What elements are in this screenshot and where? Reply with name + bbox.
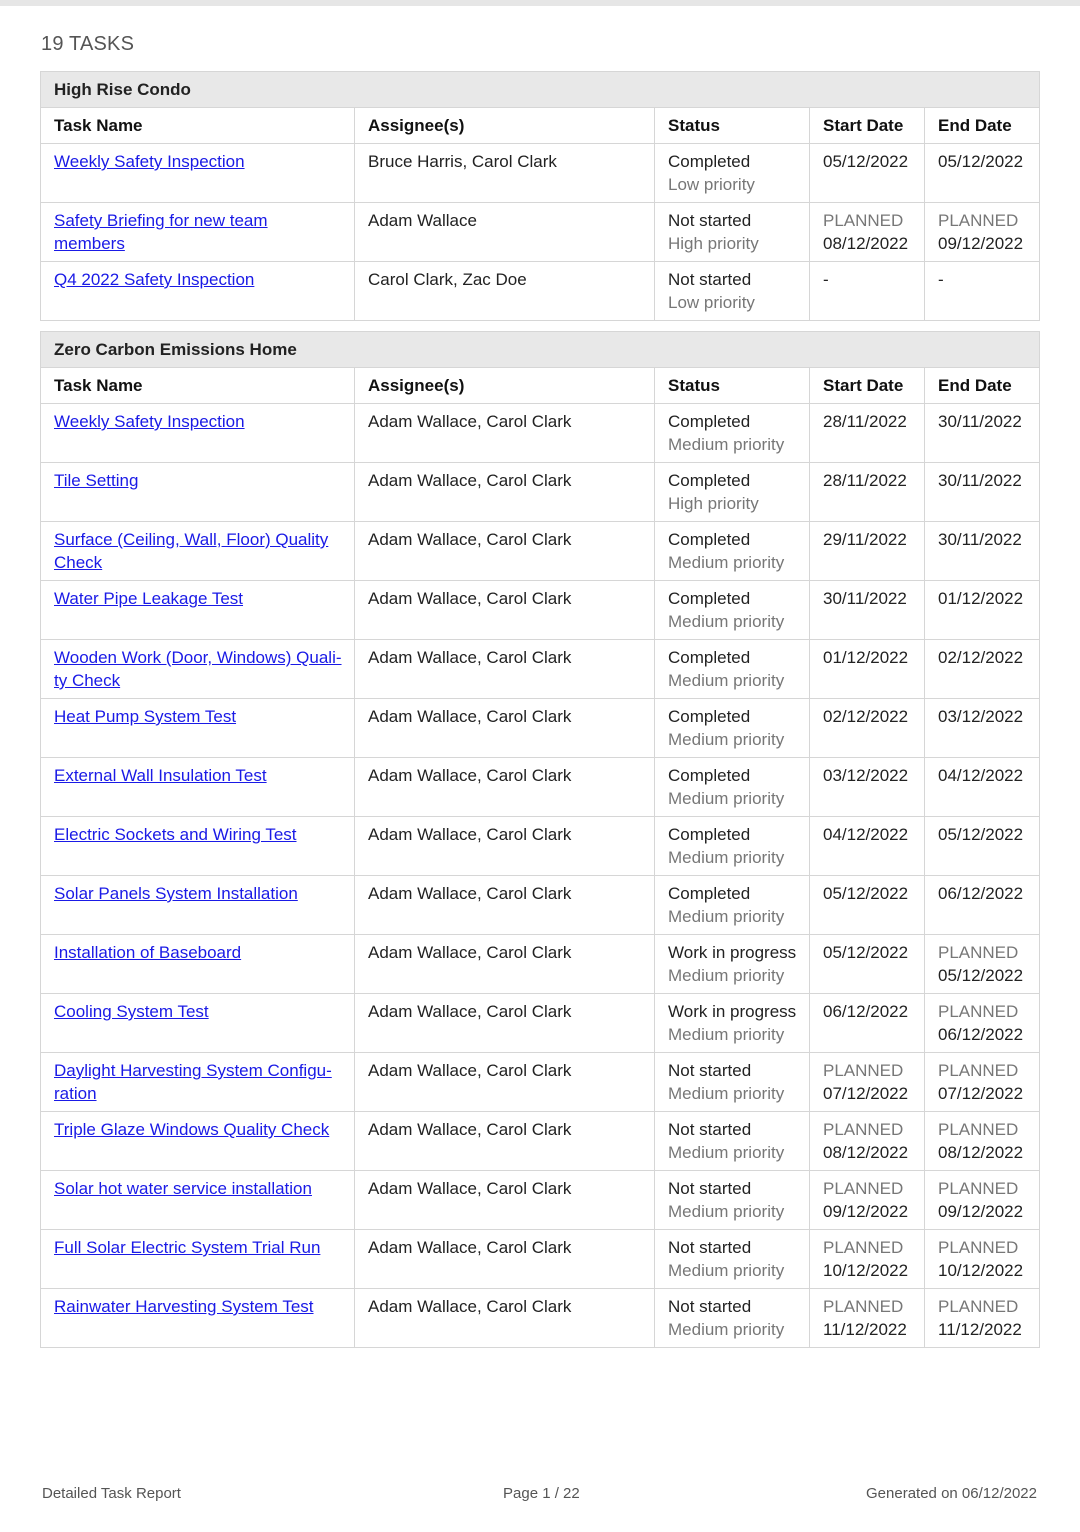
priority-text: High priority bbox=[668, 234, 759, 253]
task-name-cell bbox=[41, 876, 355, 935]
start-date-cell bbox=[810, 817, 925, 876]
column-header-status: Status bbox=[655, 108, 810, 144]
start-date-cell bbox=[810, 522, 925, 581]
start-date-cell bbox=[810, 1289, 925, 1348]
table-row bbox=[41, 935, 1040, 994]
assignees-cell: Bruce Harris, Carol Clark bbox=[355, 144, 655, 203]
start-date-value: 07/12/2022 bbox=[823, 1084, 909, 1103]
column-header-task-name: Task Name bbox=[41, 368, 355, 404]
assignees-cell: Adam Wallace, Carol Clark bbox=[355, 994, 655, 1053]
column-header-status: Status bbox=[655, 368, 810, 404]
priority-text: Medium priority bbox=[668, 553, 785, 572]
status-text: Not started bbox=[668, 1061, 752, 1080]
start-date-cell bbox=[810, 581, 925, 640]
column-header-assignees: Assignee(s) bbox=[355, 108, 655, 144]
start-date-value: 08/12/2022 bbox=[823, 1143, 909, 1162]
status-cell bbox=[655, 1289, 810, 1348]
start-date-cell bbox=[810, 203, 925, 262]
assignees-cell: Adam Wallace, Carol Clark bbox=[355, 1171, 655, 1230]
end-date-cell bbox=[925, 1112, 1040, 1171]
status-cell bbox=[655, 463, 810, 522]
status-cell bbox=[655, 994, 810, 1053]
assignees-cell: Adam Wallace, Carol Clark bbox=[355, 1230, 655, 1289]
status-text: Not started bbox=[668, 1238, 752, 1257]
priority-text: Medium priority bbox=[668, 1202, 785, 1221]
task-name-cell bbox=[41, 817, 355, 876]
task-name-cell bbox=[41, 1171, 355, 1230]
end-date-cell bbox=[925, 699, 1040, 758]
start-date-value: 28/11/2022 bbox=[823, 471, 907, 490]
priority-text: Medium priority bbox=[668, 435, 785, 454]
status-cell bbox=[655, 817, 810, 876]
task-link[interactable]: Rainwater Harvesting System Test bbox=[54, 1297, 314, 1316]
start-date-value: 05/12/2022 bbox=[823, 943, 909, 962]
start-date-planned-label: PLANNED bbox=[823, 1179, 904, 1198]
table-row bbox=[41, 522, 1040, 581]
end-date-value: 01/12/2022 bbox=[938, 589, 1024, 608]
end-date-value: 30/11/2022 bbox=[938, 471, 1022, 490]
status-text: Not started bbox=[668, 1297, 752, 1316]
end-date-cell bbox=[925, 203, 1040, 262]
priority-text: Low priority bbox=[668, 293, 755, 312]
end-date-value: 05/12/2022 bbox=[938, 825, 1024, 844]
project-table-zero-carbon-emissions-home bbox=[40, 331, 1040, 1348]
assignees-cell: Adam Wallace, Carol Clark bbox=[355, 935, 655, 994]
status-cell bbox=[655, 404, 810, 463]
start-date-planned-label: PLANNED bbox=[823, 1061, 904, 1080]
task-link[interactable]: Weekly Safety Inspection bbox=[54, 152, 245, 171]
assignees-cell: Adam Wallace, Carol Clark bbox=[355, 758, 655, 817]
table-row bbox=[41, 817, 1040, 876]
status-text: Not started bbox=[668, 270, 752, 289]
assignees-cell: Adam Wallace, Carol Clark bbox=[355, 640, 655, 699]
task-link[interactable]: External Wall Insulation Test bbox=[54, 766, 267, 785]
assignees-cell: Adam Wallace, Carol Clark bbox=[355, 404, 655, 463]
task-name-cell bbox=[41, 994, 355, 1053]
table-row bbox=[41, 203, 1040, 262]
column-header-start-date: Start Date bbox=[810, 108, 925, 144]
task-link[interactable]: Solar Panels System Installation bbox=[54, 884, 298, 903]
start-date-value: 30/11/2022 bbox=[823, 589, 907, 608]
status-cell bbox=[655, 1230, 810, 1289]
start-date-planned-label: PLANNED bbox=[823, 1297, 904, 1316]
start-date-value: 03/12/2022 bbox=[823, 766, 909, 785]
status-text: Completed bbox=[668, 589, 751, 608]
status-text: Completed bbox=[668, 825, 751, 844]
start-date-value: 05/12/2022 bbox=[823, 884, 909, 903]
task-link[interactable]: Safety Briefing for new team members bbox=[54, 211, 268, 253]
table-row bbox=[41, 463, 1040, 522]
end-date-cell bbox=[925, 1289, 1040, 1348]
assignees-cell: Adam Wallace, Carol Clark bbox=[355, 876, 655, 935]
priority-text: Medium priority bbox=[668, 1084, 785, 1103]
task-name-cell bbox=[41, 463, 355, 522]
table-row bbox=[41, 1171, 1040, 1230]
start-date-cell bbox=[810, 1053, 925, 1112]
task-link[interactable]: Electric Sockets and Wiring Test bbox=[54, 825, 297, 844]
end-date-planned-label: PLANNED bbox=[938, 1179, 1019, 1198]
task-name-cell bbox=[41, 640, 355, 699]
end-date-planned-label: PLANNED bbox=[938, 211, 1019, 230]
start-date-cell bbox=[810, 876, 925, 935]
status-text: Completed bbox=[668, 648, 751, 667]
assignees-cell: Adam Wallace, Carol Clark bbox=[355, 1053, 655, 1112]
assignees-cell: Adam Wallace, Carol Clark bbox=[355, 699, 655, 758]
end-date-planned-label: PLANNED bbox=[938, 1297, 1019, 1316]
task-link[interactable]: Installation of Baseboard bbox=[54, 943, 242, 962]
column-header-row bbox=[41, 368, 1040, 404]
status-cell bbox=[655, 758, 810, 817]
end-date-value: 02/12/2022 bbox=[938, 648, 1024, 667]
start-date-value: - bbox=[823, 270, 829, 289]
end-date-planned-label: PLANNED bbox=[938, 1238, 1019, 1257]
task-name-cell bbox=[41, 144, 355, 203]
start-date-cell bbox=[810, 144, 925, 203]
status-text: Completed bbox=[668, 766, 751, 785]
priority-text: Medium priority bbox=[668, 1143, 785, 1162]
end-date-value: 03/12/2022 bbox=[938, 707, 1024, 726]
task-link[interactable]: Tile Setting bbox=[54, 471, 139, 490]
end-date-value: 05/12/2022 bbox=[938, 152, 1024, 171]
table-row bbox=[41, 876, 1040, 935]
task-link[interactable]: Daylight Harvesting System Configu-ration bbox=[54, 1061, 332, 1103]
end-date-cell bbox=[925, 404, 1040, 463]
priority-text: Low priority bbox=[668, 175, 755, 194]
task-link[interactable]: Triple Glaze Windows Quality Check bbox=[54, 1120, 330, 1139]
footer-generated-date: Generated on 06/12/2022 bbox=[866, 1485, 1037, 1502]
start-date-cell bbox=[810, 640, 925, 699]
end-date-value: 09/12/2022 bbox=[938, 234, 1024, 253]
status-text: Not started bbox=[668, 1179, 752, 1198]
end-date-value: 11/12/2022 bbox=[938, 1320, 1022, 1339]
task-link[interactable]: Full Solar Electric System Trial Run bbox=[54, 1238, 321, 1257]
priority-text: Medium priority bbox=[668, 1261, 785, 1280]
table-row bbox=[41, 262, 1040, 321]
end-date-cell bbox=[925, 463, 1040, 522]
table-row bbox=[41, 1112, 1040, 1171]
task-name-cell bbox=[41, 699, 355, 758]
status-cell bbox=[655, 262, 810, 321]
column-header-task-name: Task Name bbox=[41, 108, 355, 144]
assignees-cell: Adam Wallace, Carol Clark bbox=[355, 1112, 655, 1171]
start-date-cell bbox=[810, 262, 925, 321]
start-date-cell bbox=[810, 1171, 925, 1230]
end-date-cell bbox=[925, 640, 1040, 699]
assignees-cell: Carol Clark, Zac Doe bbox=[355, 262, 655, 321]
task-link[interactable]: Surface (Ceiling, Wall, Floor) Quality Check bbox=[54, 530, 329, 572]
status-text: Completed bbox=[668, 884, 751, 903]
table-row bbox=[41, 994, 1040, 1053]
start-date-value: 10/12/2022 bbox=[823, 1261, 909, 1280]
project-table-high-rise-condo bbox=[40, 71, 1040, 321]
priority-text: Medium priority bbox=[668, 848, 785, 867]
task-count: 19 TASKS bbox=[41, 33, 135, 55]
priority-text: Medium priority bbox=[668, 671, 785, 690]
footer-report-title: Detailed Task Report bbox=[42, 1485, 181, 1502]
status-cell bbox=[655, 640, 810, 699]
end-date-cell bbox=[925, 581, 1040, 640]
assignees-cell: Adam Wallace, Carol Clark bbox=[355, 817, 655, 876]
task-name-cell bbox=[41, 1289, 355, 1348]
end-date-cell bbox=[925, 1053, 1040, 1112]
project-name: Zero Carbon Emissions Home bbox=[41, 332, 1040, 368]
end-date-cell bbox=[925, 262, 1040, 321]
priority-text: Medium priority bbox=[668, 1320, 785, 1339]
end-date-cell bbox=[925, 1171, 1040, 1230]
task-name-cell bbox=[41, 1112, 355, 1171]
end-date-cell bbox=[925, 817, 1040, 876]
table-row bbox=[41, 699, 1040, 758]
start-date-value: 11/12/2022 bbox=[823, 1320, 907, 1339]
end-date-value: 06/12/2022 bbox=[938, 884, 1024, 903]
status-cell bbox=[655, 1171, 810, 1230]
column-header-start-date: Start Date bbox=[810, 368, 925, 404]
task-name-cell bbox=[41, 1230, 355, 1289]
priority-text: Medium priority bbox=[668, 612, 785, 631]
end-date-cell bbox=[925, 522, 1040, 581]
column-header-row bbox=[41, 108, 1040, 144]
table-row bbox=[41, 144, 1040, 203]
assignees-cell: Adam Wallace bbox=[355, 203, 655, 262]
status-text: Completed bbox=[668, 707, 751, 726]
start-date-value: 09/12/2022 bbox=[823, 1202, 909, 1221]
end-date-cell bbox=[925, 876, 1040, 935]
task-name-cell bbox=[41, 581, 355, 640]
assignees-cell: Adam Wallace, Carol Clark bbox=[355, 581, 655, 640]
end-date-value: 05/12/2022 bbox=[938, 966, 1024, 985]
table-row bbox=[41, 1289, 1040, 1348]
start-date-value: 02/12/2022 bbox=[823, 707, 909, 726]
status-text: Not started bbox=[668, 211, 752, 230]
table-row bbox=[41, 581, 1040, 640]
end-date-planned-label: PLANNED bbox=[938, 1120, 1019, 1139]
start-date-cell bbox=[810, 463, 925, 522]
project-name: High Rise Condo bbox=[41, 72, 1040, 108]
status-text: Completed bbox=[668, 412, 751, 431]
assignees-cell: Adam Wallace, Carol Clark bbox=[355, 1289, 655, 1348]
priority-text: High priority bbox=[668, 494, 759, 513]
task-link[interactable]: Wooden Work (Door, Windows) Quali-ty Check bbox=[54, 648, 342, 690]
priority-text: Medium priority bbox=[668, 730, 785, 749]
task-name-cell bbox=[41, 758, 355, 817]
end-date-value: 30/11/2022 bbox=[938, 530, 1022, 549]
status-text: Not started bbox=[668, 1120, 752, 1139]
end-date-cell bbox=[925, 144, 1040, 203]
project-header-row bbox=[41, 332, 1040, 368]
start-date-value: 01/12/2022 bbox=[823, 648, 909, 667]
end-date-planned-label: PLANNED bbox=[938, 1002, 1019, 1021]
status-cell bbox=[655, 522, 810, 581]
end-date-value: 07/12/2022 bbox=[938, 1084, 1024, 1103]
column-header-end-date: End Date bbox=[925, 368, 1040, 404]
status-text: Completed bbox=[668, 152, 751, 171]
priority-text: Medium priority bbox=[668, 789, 785, 808]
status-cell bbox=[655, 935, 810, 994]
priority-text: Medium priority bbox=[668, 1025, 785, 1044]
assignees-cell: Adam Wallace, Carol Clark bbox=[355, 522, 655, 581]
end-date-cell bbox=[925, 758, 1040, 817]
priority-text: Medium priority bbox=[668, 966, 785, 985]
table-row bbox=[41, 758, 1040, 817]
start-date-value: 28/11/2022 bbox=[823, 412, 907, 431]
status-text: Completed bbox=[668, 471, 751, 490]
task-link[interactable]: Heat Pump System Test bbox=[54, 707, 237, 726]
task-name-cell bbox=[41, 522, 355, 581]
status-text: Work in progress bbox=[668, 1002, 797, 1021]
task-name-cell bbox=[41, 404, 355, 463]
status-cell bbox=[655, 144, 810, 203]
task-name-cell bbox=[41, 935, 355, 994]
status-cell bbox=[655, 203, 810, 262]
status-cell bbox=[655, 699, 810, 758]
status-cell bbox=[655, 581, 810, 640]
table-row bbox=[41, 404, 1040, 463]
status-cell bbox=[655, 1112, 810, 1171]
end-date-value: 09/12/2022 bbox=[938, 1202, 1024, 1221]
status-cell bbox=[655, 876, 810, 935]
task-name-cell bbox=[41, 1053, 355, 1112]
end-date-value: 10/12/2022 bbox=[938, 1261, 1024, 1280]
start-date-cell bbox=[810, 699, 925, 758]
start-date-planned-label: PLANNED bbox=[823, 211, 904, 230]
start-date-cell bbox=[810, 1230, 925, 1289]
table-row bbox=[41, 1230, 1040, 1289]
start-date-cell bbox=[810, 1112, 925, 1171]
table-row bbox=[41, 1053, 1040, 1112]
end-date-value: 06/12/2022 bbox=[938, 1025, 1024, 1044]
start-date-value: 06/12/2022 bbox=[823, 1002, 909, 1021]
top-edge-bar bbox=[0, 0, 1080, 6]
start-date-cell bbox=[810, 935, 925, 994]
task-name-cell bbox=[41, 203, 355, 262]
start-date-planned-label: PLANNED bbox=[823, 1120, 904, 1139]
start-date-value: 05/12/2022 bbox=[823, 152, 909, 171]
start-date-cell bbox=[810, 758, 925, 817]
footer-page-number: Page 1 / 22 bbox=[503, 1485, 580, 1502]
end-date-planned-label: PLANNED bbox=[938, 1061, 1019, 1080]
end-date-planned-label: PLANNED bbox=[938, 943, 1019, 962]
end-date-cell bbox=[925, 994, 1040, 1053]
start-date-value: 29/11/2022 bbox=[823, 530, 907, 549]
project-header-row bbox=[41, 72, 1040, 108]
assignees-cell: Adam Wallace, Carol Clark bbox=[355, 463, 655, 522]
status-text: Completed bbox=[668, 530, 751, 549]
column-header-assignees: Assignee(s) bbox=[355, 368, 655, 404]
end-date-cell bbox=[925, 935, 1040, 994]
task-link[interactable]: Solar hot water service installation bbox=[54, 1179, 312, 1198]
end-date-value: 30/11/2022 bbox=[938, 412, 1022, 431]
start-date-value: 08/12/2022 bbox=[823, 234, 909, 253]
status-text: Work in progress bbox=[668, 943, 797, 962]
task-link[interactable]: Weekly Safety Inspection bbox=[54, 412, 245, 431]
start-date-planned-label: PLANNED bbox=[823, 1238, 904, 1257]
column-header-end-date: End Date bbox=[925, 108, 1040, 144]
table-row bbox=[41, 640, 1040, 699]
status-cell bbox=[655, 1053, 810, 1112]
end-date-value: 04/12/2022 bbox=[938, 766, 1024, 785]
end-date-cell bbox=[925, 1230, 1040, 1289]
end-date-value: 08/12/2022 bbox=[938, 1143, 1024, 1162]
start-date-value: 04/12/2022 bbox=[823, 825, 909, 844]
priority-text: Medium priority bbox=[668, 907, 785, 926]
task-link[interactable]: Cooling System Test bbox=[54, 1002, 209, 1021]
start-date-cell bbox=[810, 404, 925, 463]
task-link[interactable]: Q4 2022 Safety Inspection bbox=[54, 270, 255, 289]
start-date-cell bbox=[810, 994, 925, 1053]
end-date-value: - bbox=[938, 270, 944, 289]
task-name-cell bbox=[41, 262, 355, 321]
task-link[interactable]: Water Pipe Leakage Test bbox=[54, 589, 244, 608]
